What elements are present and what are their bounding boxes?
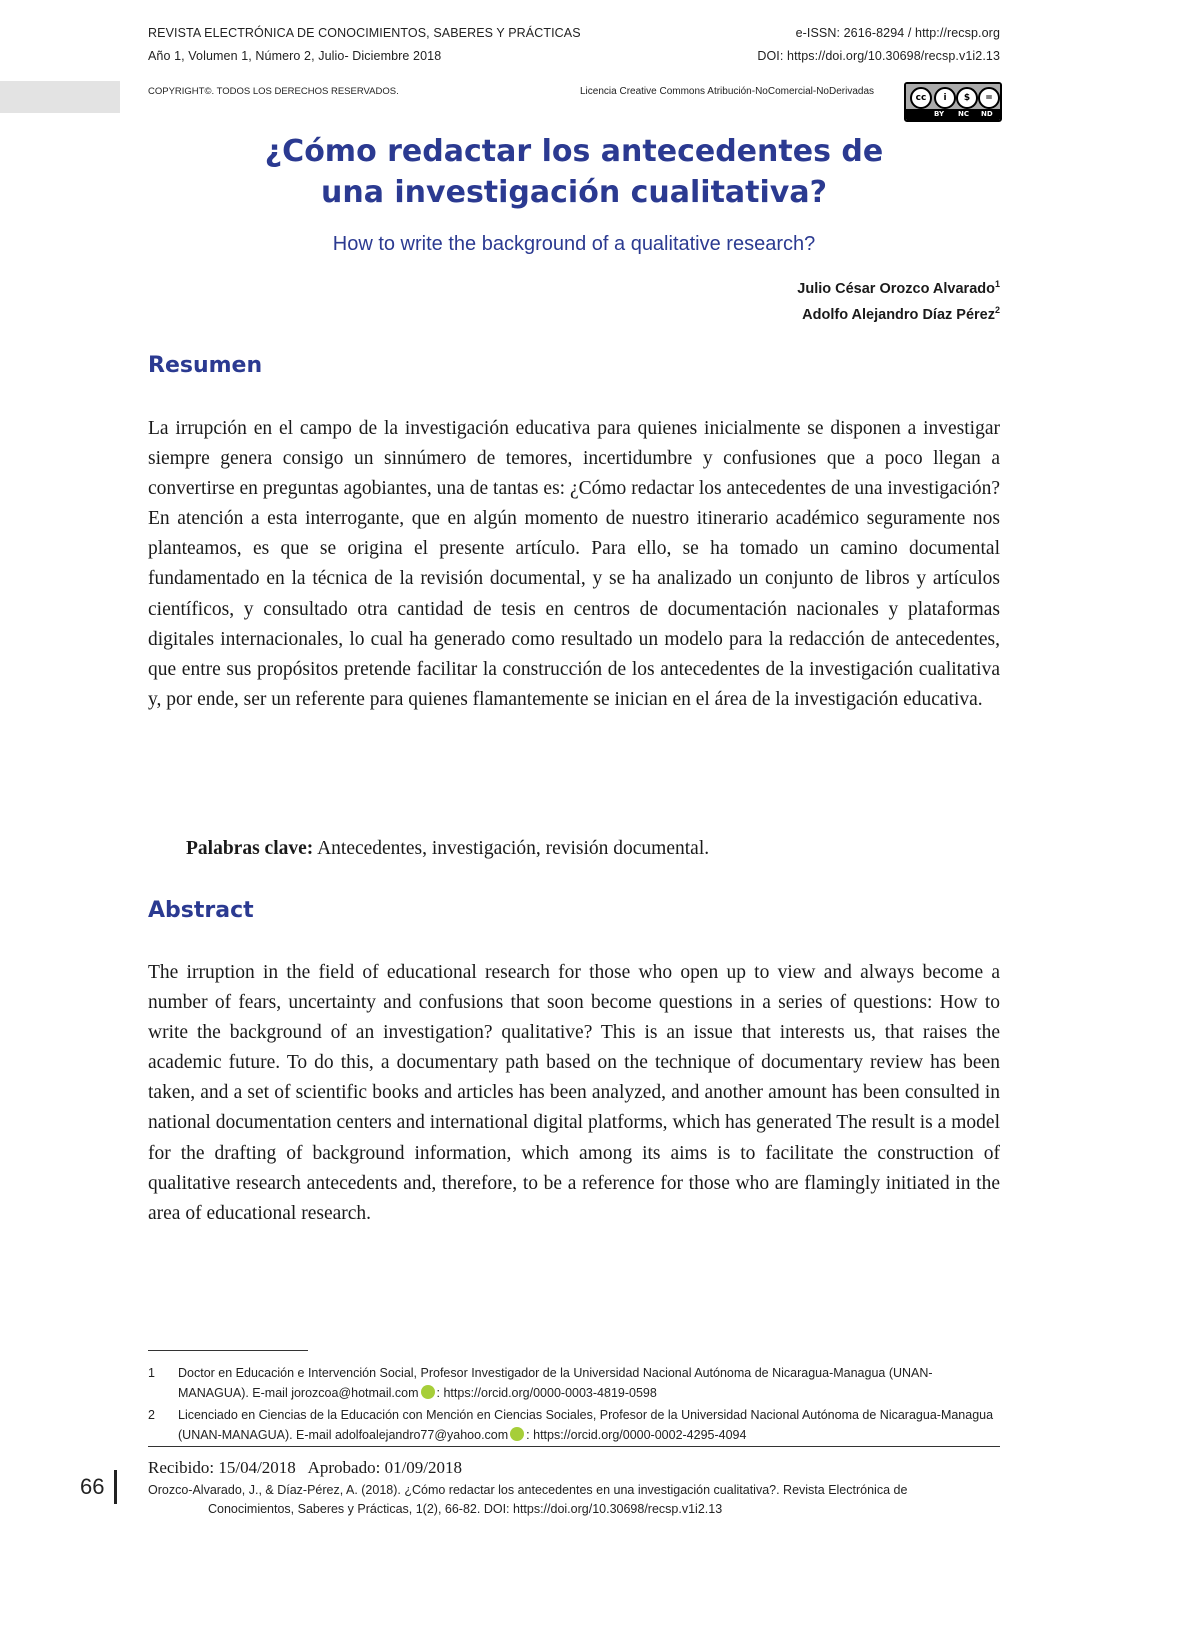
- dates-divider: [148, 1446, 1000, 1447]
- cc-label-by: BY: [934, 110, 945, 118]
- abstract-heading: Abstract: [148, 898, 254, 923]
- journal-issue: Año 1, Volumen 1, Número 2, Julio- Diciembre 2018: [148, 49, 442, 63]
- journal-name: REVISTA ELECTRÓNICA DE CONOCIMIENTOS, SABERES Y PRÁCTICAS: [148, 26, 581, 40]
- keywords-value: Antecedentes, investigación, revisión documental.: [313, 838, 710, 859]
- cc-label-nc: NC: [958, 110, 969, 118]
- resumen-paragraph: La irrupción en el campo de la investigación educativa para quienes inicialmente se disponen a investigar siempre genera consigo un sinnúmero de temores, incertidumbre y confusiones que a poco llegan a convertirse en preguntas agobiantes, una de tantas es: ¿Cómo redactar los antecedentes de una investigación? En atención a esta interrogante, que en algún momento de nuestro itinerario académico seguramente nos planteamos, es que se origina el presente artículo. Para ello, se ha tomado un camino documental fundamentado en la técnica de la revisión documental, y se ha analizado un conjunto de libros y artículos científicos, y consultado otra cantidad de tesis en centros de documentación nacionales y plataformas digitales internacionales, lo cual ha generado como resultado un modelo para la redacción de antecedentes, que entre sus propósitos pretende facilitar la construcción de los antecedentes de la investigación cualitativa y, por ende, ser un referente para quienes flamantemente se inician en el área de la investigación educativa.: [148, 418, 1000, 710]
- author-name: Adolfo Alejandro Díaz Pérez: [802, 306, 995, 323]
- header-gray-tab: [0, 81, 120, 113]
- citation-line1: Orozco-Alvarado, J., & Díaz-Pérez, A. (2018). ¿Cómo redactar los antecedentes en una investigación cualitativa?. Revista Electrónica de: [148, 1483, 908, 1497]
- citation-line2: Conocimientos, Saberes y Prácticas, 1(2), 66-82. DOI: https://doi.org/10.30698/recsp.v1i2.13: [208, 1502, 723, 1516]
- footnote-number: 1: [148, 1366, 155, 1380]
- author-name: Julio César Orozco Alvarado: [797, 280, 995, 297]
- footnote-2: [148, 1405, 1000, 1445]
- journal-issn: e-ISSN: 2616-8294 / http://recsp.org: [795, 26, 1000, 40]
- license-text: Licencia Creative Commons Atribución-NoComercial-NoDerivadas: [580, 86, 874, 97]
- by-icon: i: [934, 87, 956, 109]
- orcid-link[interactable]: : https://orcid.org/0000-0002-4295-4094: [526, 1428, 747, 1442]
- journal-doi: DOI: https://doi.org/10.30698/recsp.v1i2.13: [757, 49, 1000, 63]
- footnote-text: Licenciado en Ciencias de la Educación con Mención en Ciencias Sociales, Profesor de la Universidad Nacional Autónoma de Nicaragua-Managua (UNAN-MANAGUA). E-mail adolfoalejandro77@yahoo.com: [178, 1408, 994, 1442]
- citation: [148, 1481, 1000, 1519]
- abstract-paragraph: The irruption in the field of educational research for those who open up to view and always become a number of fears, uncertainty and confusions that soon become questions in a series of questions: How to write the background of an investigation? qualitative? This is an issue that interests us, that raises the academic future. To do this, a documentary path based on the technique of documentary review has been taken, and a set of scientific books and articles has been analyzed, and another amount has been consulted in national documentation centers and international digital platforms, which has generated The result is a model for the drafting of background information, which among its aims is to facilitate the construction of qualitative research antecedents and, therefore, to be a reference for those who are flamingly initiated in the area of educational research.: [148, 962, 1000, 1224]
- creative-commons-badge: [904, 82, 1002, 122]
- footnote-divider: [148, 1350, 308, 1351]
- footnote-text: Doctor en Educación e Intervención Social, Profesor Investigador de la Universidad Nacional Autónoma de Nicaragua-Managua (UNAN-MANAGUA). E-mail jorozcoa@hotmail.com: [178, 1366, 933, 1400]
- article-subtitle: How to write the background of a qualitative research?: [332, 233, 816, 255]
- copyright-notice: COPYRIGHT©. TODOS LOS DERECHOS RESERVADOS.: [148, 86, 399, 97]
- author-sup: 2: [994, 305, 1000, 315]
- orcid-link[interactable]: : https://orcid.org/0000-0003-4819-0598: [436, 1386, 657, 1400]
- orcid-icon[interactable]: [421, 1385, 435, 1399]
- author-1: [797, 279, 1000, 297]
- nc-icon: $: [956, 87, 978, 109]
- orcid-icon[interactable]: [510, 1427, 524, 1441]
- article-title-line2: una investigación cualitativa?: [321, 175, 827, 210]
- page-number-bar: [114, 1470, 117, 1504]
- nd-icon: =: [978, 87, 1000, 109]
- resumen-heading: Resumen: [148, 353, 263, 378]
- article-title: [148, 131, 1000, 213]
- cc-icon: cc: [910, 87, 932, 109]
- keywords: [186, 838, 709, 860]
- author-2: [802, 305, 1000, 323]
- cc-label-nd: ND: [981, 110, 993, 118]
- keywords-label: Palabras clave:: [186, 838, 314, 859]
- received-approved-dates: Recibido: 15/04/2018 Aprobado: 01/09/2018: [148, 1458, 463, 1477]
- footnote-number: 2: [148, 1408, 155, 1422]
- page-number: 66: [80, 1474, 105, 1499]
- footnote-1: [148, 1363, 1000, 1403]
- author-sup: 1: [994, 279, 1000, 289]
- article-title-line1: ¿Cómo redactar los antecedentes de: [264, 134, 884, 169]
